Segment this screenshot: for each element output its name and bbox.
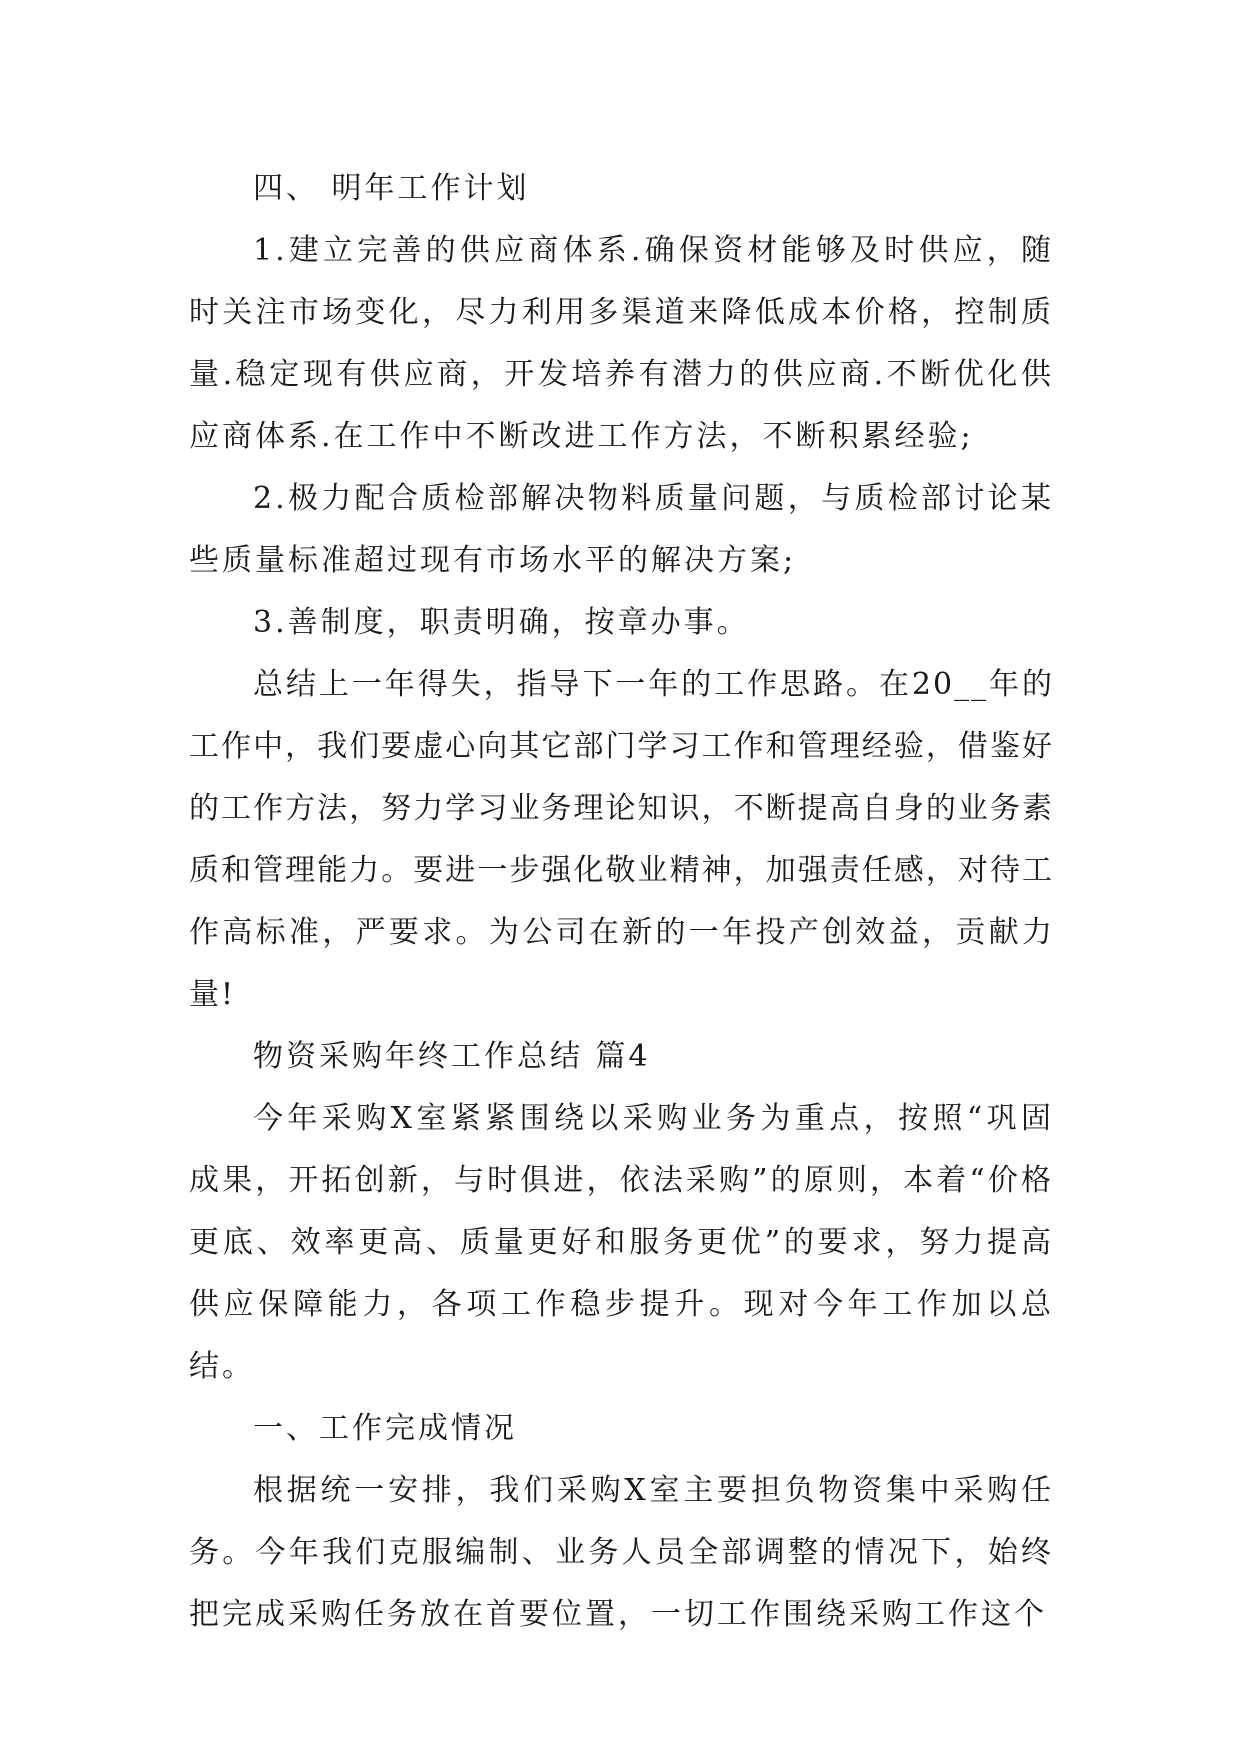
paragraph-item-1: 1.建立完善的供应商体系.确保资材能够及时供应，随时关注市场变化，尽力利用多渠道来降低成本价格，控制质量.稳定现有供应商，开发培养有潜力的供应商.不断优化供应商体系.在工作中不断改进工作方法，不断积累经验; (189, 233, 1054, 454)
section-heading-next-year-plan: 四、 明年工作计划 (253, 171, 530, 206)
document-body (189, 158, 1054, 1646)
article-title-part-4: 物资采购年终工作总结 篇4 (253, 1039, 651, 1074)
paragraph-item-3: 3.善制度，职责明确，按章办事。 (253, 605, 750, 640)
paragraph-work-completion: 根据统一安排，我们采购X室主要担负物资集中采购任务。今年我们克服编制、业务人员全部调整的情况下，始终把完成采购任务放在首要位置，一切工作围绕采购工作这个 (189, 1473, 1054, 1632)
paragraph-intro: 今年采购X室紧紧围绕以采购业务为重点，按照“巩固成果，开拓创新，与时俱进，依法采购”的原则，本着“价格更底、效率更高、质量更好和服务更优”的要求，努力提高供应保障能力，各项工作稳步提升。现对今年工作加以总结。 (189, 1101, 1054, 1384)
section-heading-work-completion: 一、工作完成情况 (253, 1411, 517, 1446)
paragraph-item-2: 2.极力配合质检部解决物料质量问题，与质检部讨论某些质量标准超过现有市场水平的解决方案; (189, 481, 1054, 578)
paragraph-summary: 总结上一年得失，指导下一年的工作思路。在20__年的工作中，我们要虚心向其它部门学习工作和管理经验，借鉴好的工作方法，努力学习业务理论知识，不断提高自身的业务素质和管理能力。要进一步强化敬业精神，加强责任感，对待工作高标准，严要求。为公司在新的一年投产创效益，贡献力量! (189, 667, 1054, 1012)
